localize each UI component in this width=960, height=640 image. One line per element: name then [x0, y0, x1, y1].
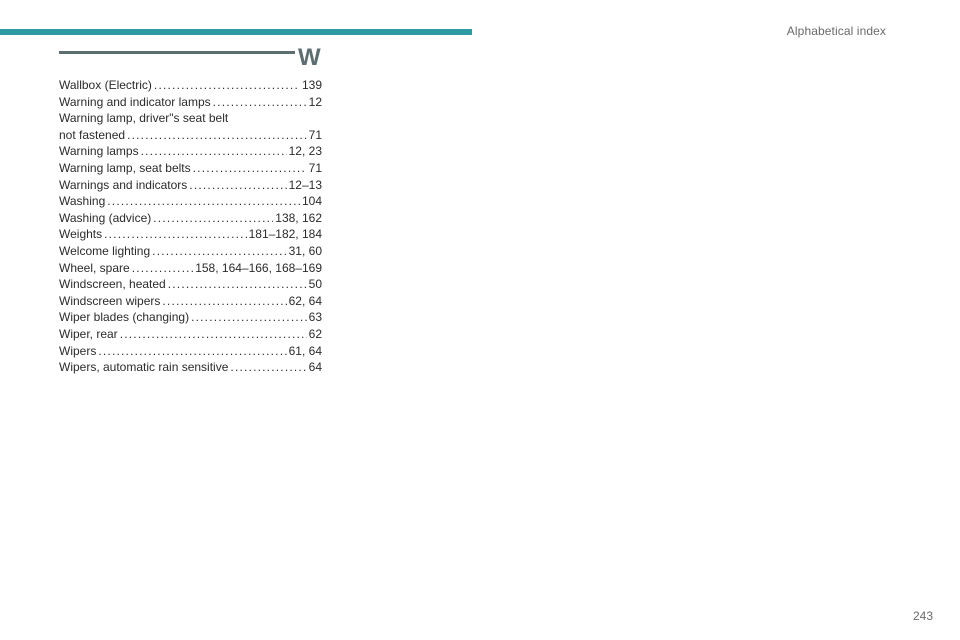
index-entry[interactable]: [59, 94, 322, 111]
index-term: Windscreen wipers: [59, 293, 161, 308]
index-entry[interactable]: [59, 343, 322, 360]
index-entry[interactable]: [59, 309, 322, 326]
index-entry[interactable]: [59, 359, 322, 376]
index-term: Wipers, automatic rain sensitive: [59, 360, 229, 375]
index-entry[interactable]: [59, 193, 322, 210]
index-entry[interactable]: [59, 243, 322, 260]
dot-leader: [152, 243, 286, 260]
index-term: Wiper blades (changing): [59, 310, 190, 325]
index-term: not fastened: [59, 127, 126, 142]
index-term: Warnings and indicators: [59, 177, 188, 192]
index-term: Warning and indicator lamps: [59, 94, 211, 109]
index-pages: 181–182, 184: [248, 227, 322, 242]
dot-leader: [107, 193, 300, 210]
index-pages: 71: [308, 160, 322, 175]
index-pages: 138, 162: [275, 210, 322, 225]
dot-leader: [127, 127, 307, 144]
index-entry[interactable]: [59, 260, 322, 277]
index-term: Washing (advice): [59, 210, 152, 225]
dot-leader: [132, 260, 194, 277]
dot-leader: [230, 359, 306, 376]
index-term: Windscreen, heated: [59, 277, 166, 292]
index-term: Wiper, rear: [59, 326, 118, 341]
index-term: Warning lamps: [59, 144, 139, 159]
index-entry[interactable]: [59, 110, 322, 143]
section-letter: W: [298, 44, 321, 71]
index-entry[interactable]: [59, 177, 322, 194]
index-pages: 71: [308, 127, 322, 142]
dot-leader: [162, 293, 286, 310]
index-pages: 50: [308, 277, 322, 292]
index-term: Wipers: [59, 343, 97, 358]
section-rule: [59, 51, 295, 54]
index-term: Weights: [59, 227, 103, 242]
index-term: Wallbox (Electric): [59, 78, 152, 92]
dot-leader: [154, 77, 300, 94]
index-entry[interactable]: [59, 293, 322, 310]
index-pages: 12–13: [288, 177, 322, 192]
dot-leader: [141, 143, 287, 160]
index-entry[interactable]: [59, 276, 322, 293]
index-entry[interactable]: [59, 160, 322, 177]
index-pages: 62, 64: [288, 293, 322, 308]
index-entry[interactable]: [59, 226, 322, 243]
index-term-line: Warning lamp, driver"s seat belt: [59, 111, 229, 126]
index-term: Wheel, spare: [59, 260, 130, 275]
dot-leader: [213, 94, 307, 111]
index-entry[interactable]: [59, 210, 322, 227]
index-entry[interactable]: [59, 326, 322, 343]
index-entry[interactable]: [59, 143, 322, 160]
index-pages: 64: [308, 360, 322, 375]
dot-leader: [189, 177, 286, 194]
dot-leader: [168, 276, 307, 293]
index-list: [59, 77, 322, 376]
index-pages: 62: [308, 326, 322, 341]
index-pages: 139: [301, 78, 322, 92]
dot-leader: [153, 210, 273, 227]
dot-leader: [191, 309, 307, 326]
index-term: Warning lamp, seat belts: [59, 160, 191, 175]
dot-leader: [193, 160, 307, 177]
index-entry[interactable]: [59, 77, 322, 94]
index-pages: 104: [301, 194, 322, 209]
header-accent-bar: [0, 29, 472, 35]
page-number: 243: [912, 609, 933, 623]
dot-leader: [98, 343, 286, 360]
index-term: Washing: [59, 194, 106, 209]
index-pages: 12, 23: [288, 144, 322, 159]
dot-leader: [120, 326, 307, 343]
index-term: Welcome lighting: [59, 243, 151, 258]
index-pages: 12: [308, 94, 322, 109]
index-pages: 63: [308, 310, 322, 325]
header-title: Alphabetical index: [786, 24, 886, 38]
index-pages: 61, 64: [288, 343, 322, 358]
index-pages: 158, 164–166, 168–169: [195, 260, 322, 275]
index-pages: 31, 60: [288, 243, 322, 258]
dot-leader: [104, 226, 246, 243]
